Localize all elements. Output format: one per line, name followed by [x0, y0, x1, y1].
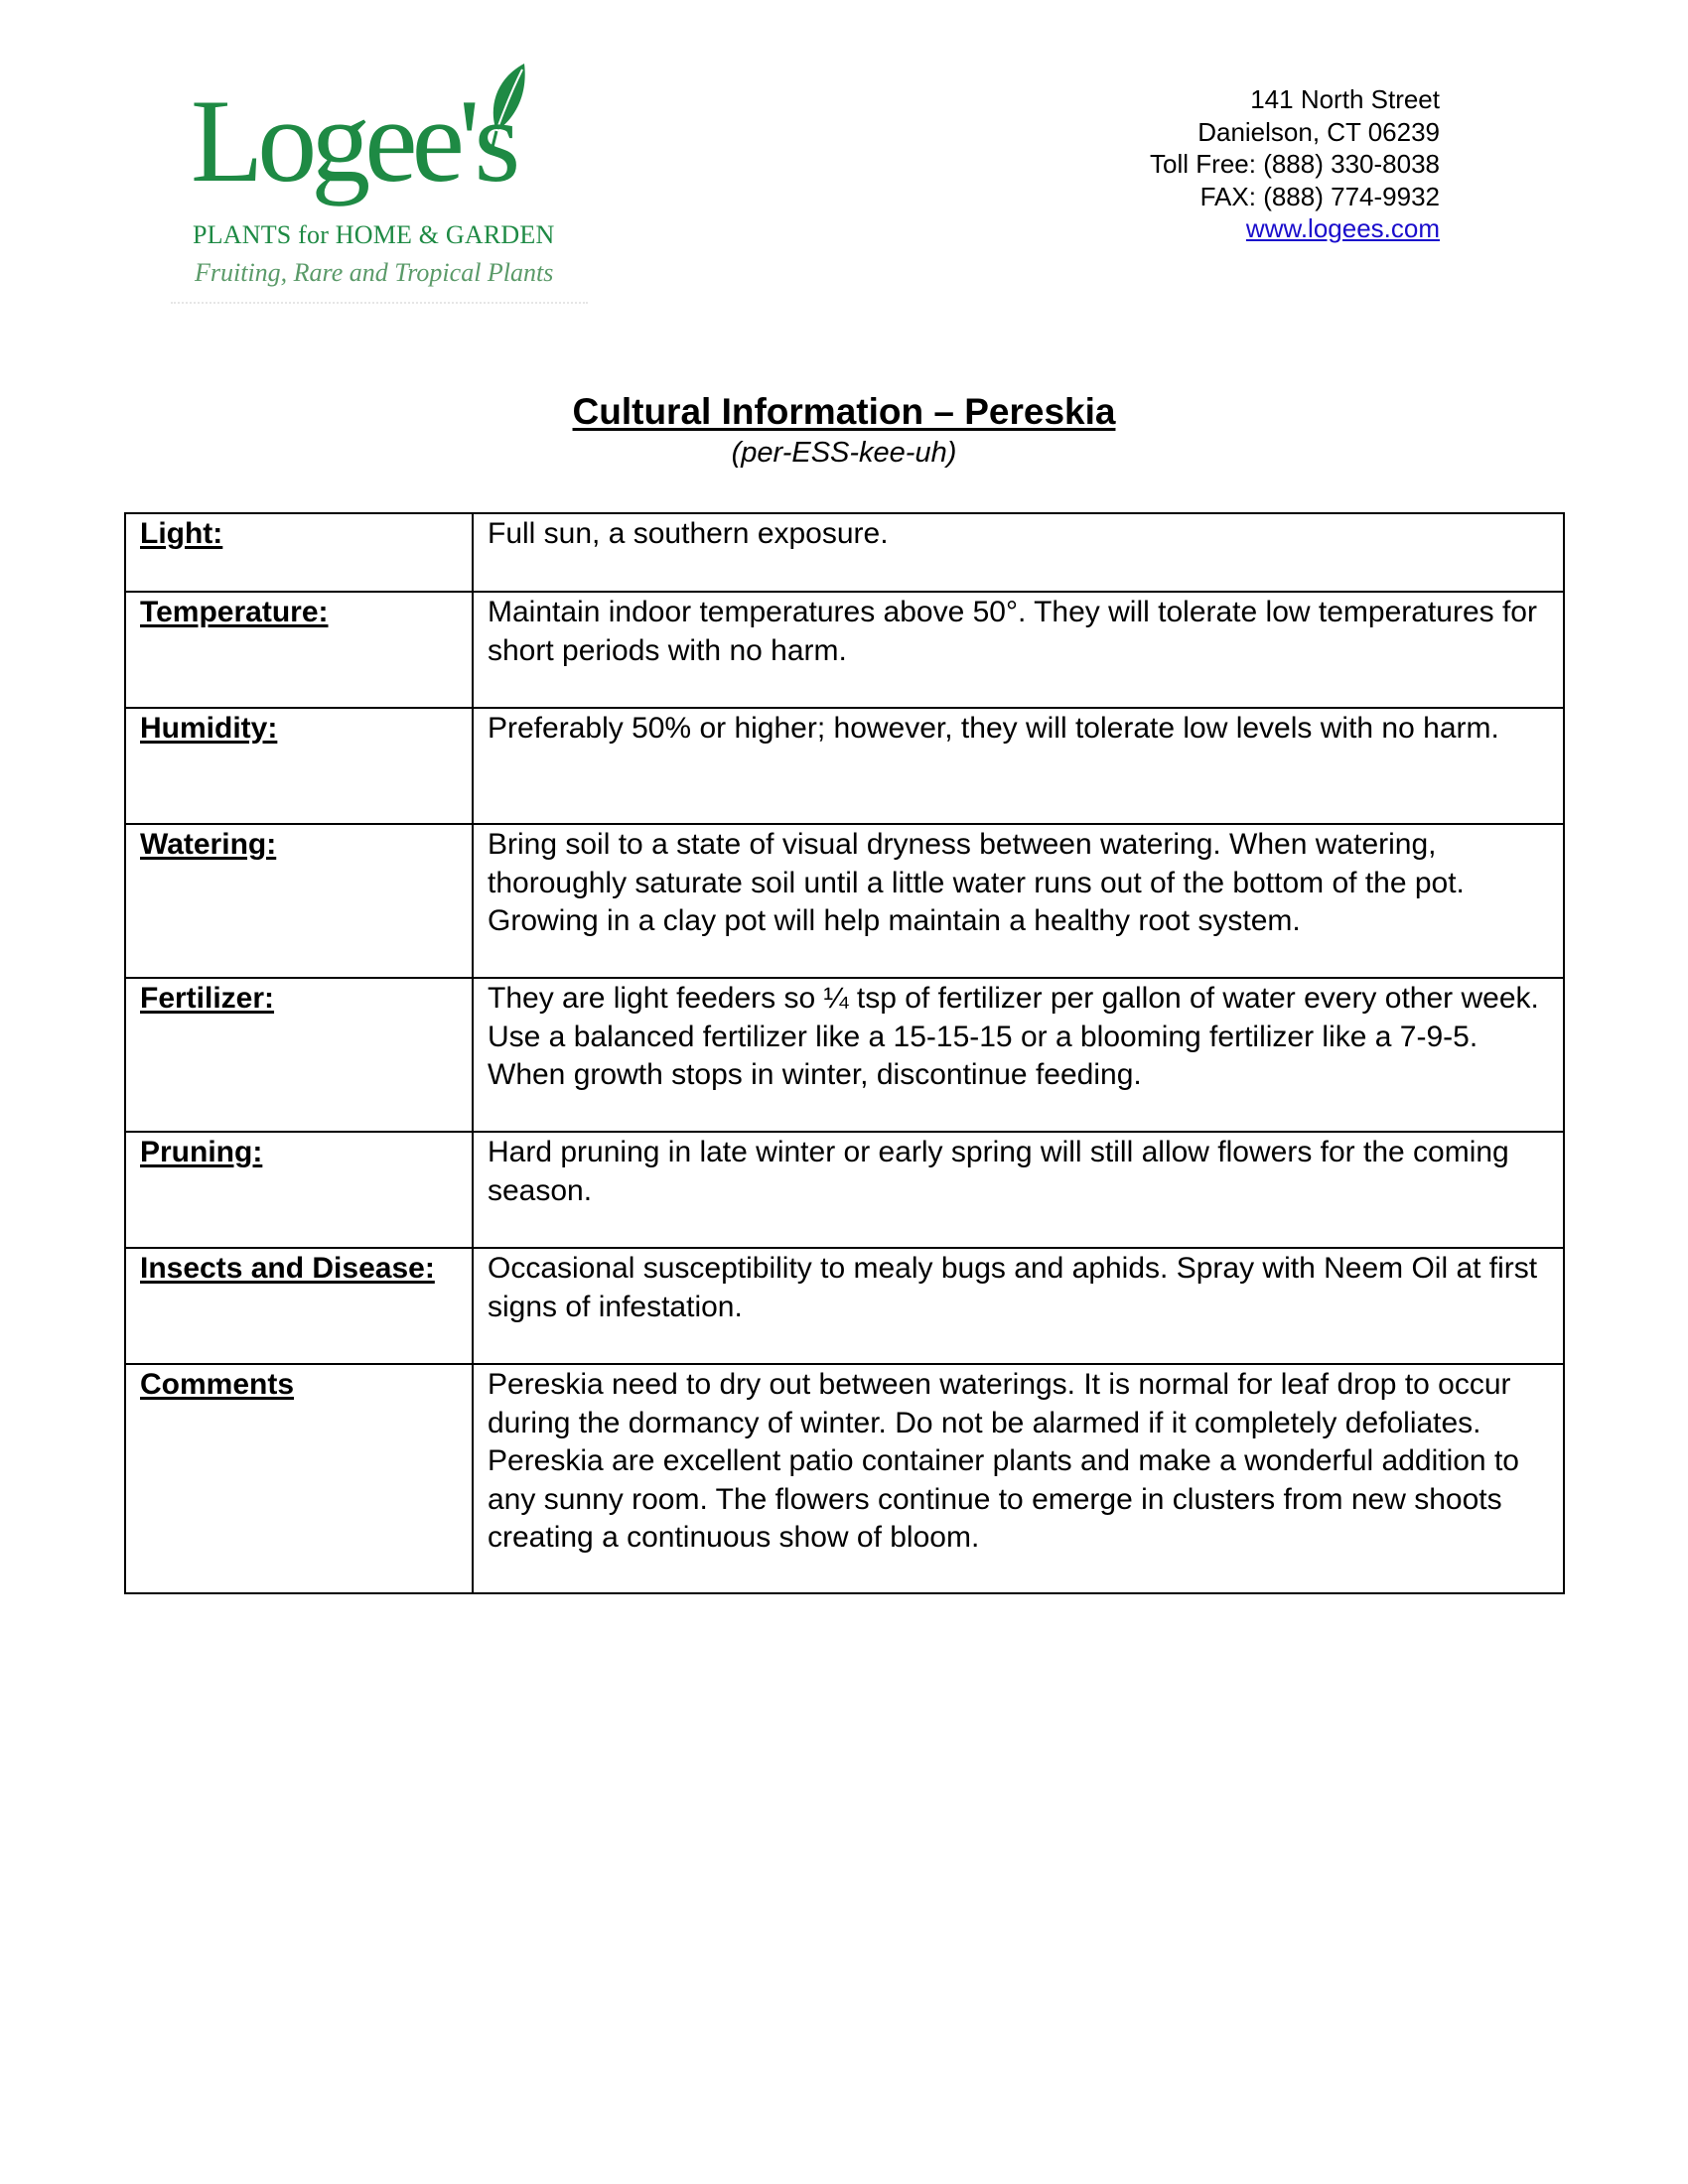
table-row-comments	[125, 1364, 1564, 1593]
row-text: They are light feeders so ¼ tsp of fertilizer per gallon of water every other week. Use a balanced fertilizer like a 15-15-15 or a blooming fertilizer like a 7-9-5. When growth stops in winter, discontinue feeding.	[473, 978, 1564, 1132]
row-label: Insects and Disease:	[125, 1248, 473, 1364]
row-label: Light:	[125, 513, 473, 592]
page-title	[0, 390, 1688, 434]
row-text: Maintain indoor temperatures above 50°. They will tolerate low temperatures for short periods with no harm.	[473, 592, 1564, 708]
website-link[interactable]: www.logees.com	[1245, 213, 1440, 243]
address-street: 141 North Street	[1250, 84, 1440, 114]
table-row-temperature	[125, 592, 1564, 708]
row-label: Temperature:	[125, 592, 473, 708]
page-title-text: Cultural Information – Pereskia	[572, 391, 1116, 432]
fax-number: FAX: (888) 774-9932	[1199, 181, 1440, 211]
row-text: Hard pruning in late winter or early spring will still allow flowers for the coming season.	[473, 1132, 1564, 1248]
contact-block	[1150, 83, 1440, 245]
row-label: Humidity:	[125, 708, 473, 824]
row-label: Pruning:	[125, 1132, 473, 1248]
table-row-light	[125, 513, 1564, 592]
logo-divider	[171, 302, 588, 304]
table-row-pruning	[125, 1132, 1564, 1248]
row-text: Bring soil to a state of visual dryness between watering. When watering, thoroughly saturate soil until a little water runs out of the bottom of the pot. Growing in a clay pot will help maintain a healthy root system.	[473, 824, 1564, 978]
table-row-insects-disease	[125, 1248, 1564, 1364]
row-label: Watering:	[125, 824, 473, 978]
row-label: Fertilizer:	[125, 978, 473, 1132]
row-text: Occasional susceptibility to mealy bugs and aphids. Spray with Neem Oil at first signs of infestation.	[473, 1248, 1564, 1364]
table-row-watering	[125, 824, 1564, 978]
cultural-info-table	[124, 512, 1565, 1594]
logo-wordmark: Logee's	[191, 74, 515, 206]
row-text: Pereskia need to dry out between waterings. It is normal for leaf drop to occur during the dormancy of winter. Do not be alarmed if it completely defoliates. Pereskia are excellent patio container plants and make a wonderful addition to any sunny room. The flowers continue to emerge in clusters from new shoots creating a continuous show of bloom.	[473, 1364, 1564, 1593]
logees-logo	[171, 60, 588, 308]
pronunciation: (per-ESS-kee-uh)	[731, 437, 957, 469]
logo-subtitle: Fruiting, Rare and Tropical Plants	[195, 258, 554, 287]
row-label: Comments	[125, 1364, 473, 1593]
row-text: Preferably 50% or higher; however, they will tolerate low levels with no harm.	[473, 708, 1564, 824]
toll-free-number: Toll Free: (888) 330-8038	[1150, 149, 1440, 179]
address-city: Danielson, CT 06239	[1197, 116, 1440, 147]
logo-tagline: PLANTS for HOME & GARDEN	[193, 220, 555, 249]
row-text: Full sun, a southern exposure.	[473, 513, 1564, 592]
table-row-fertilizer	[125, 978, 1564, 1132]
table-row-humidity	[125, 708, 1564, 824]
